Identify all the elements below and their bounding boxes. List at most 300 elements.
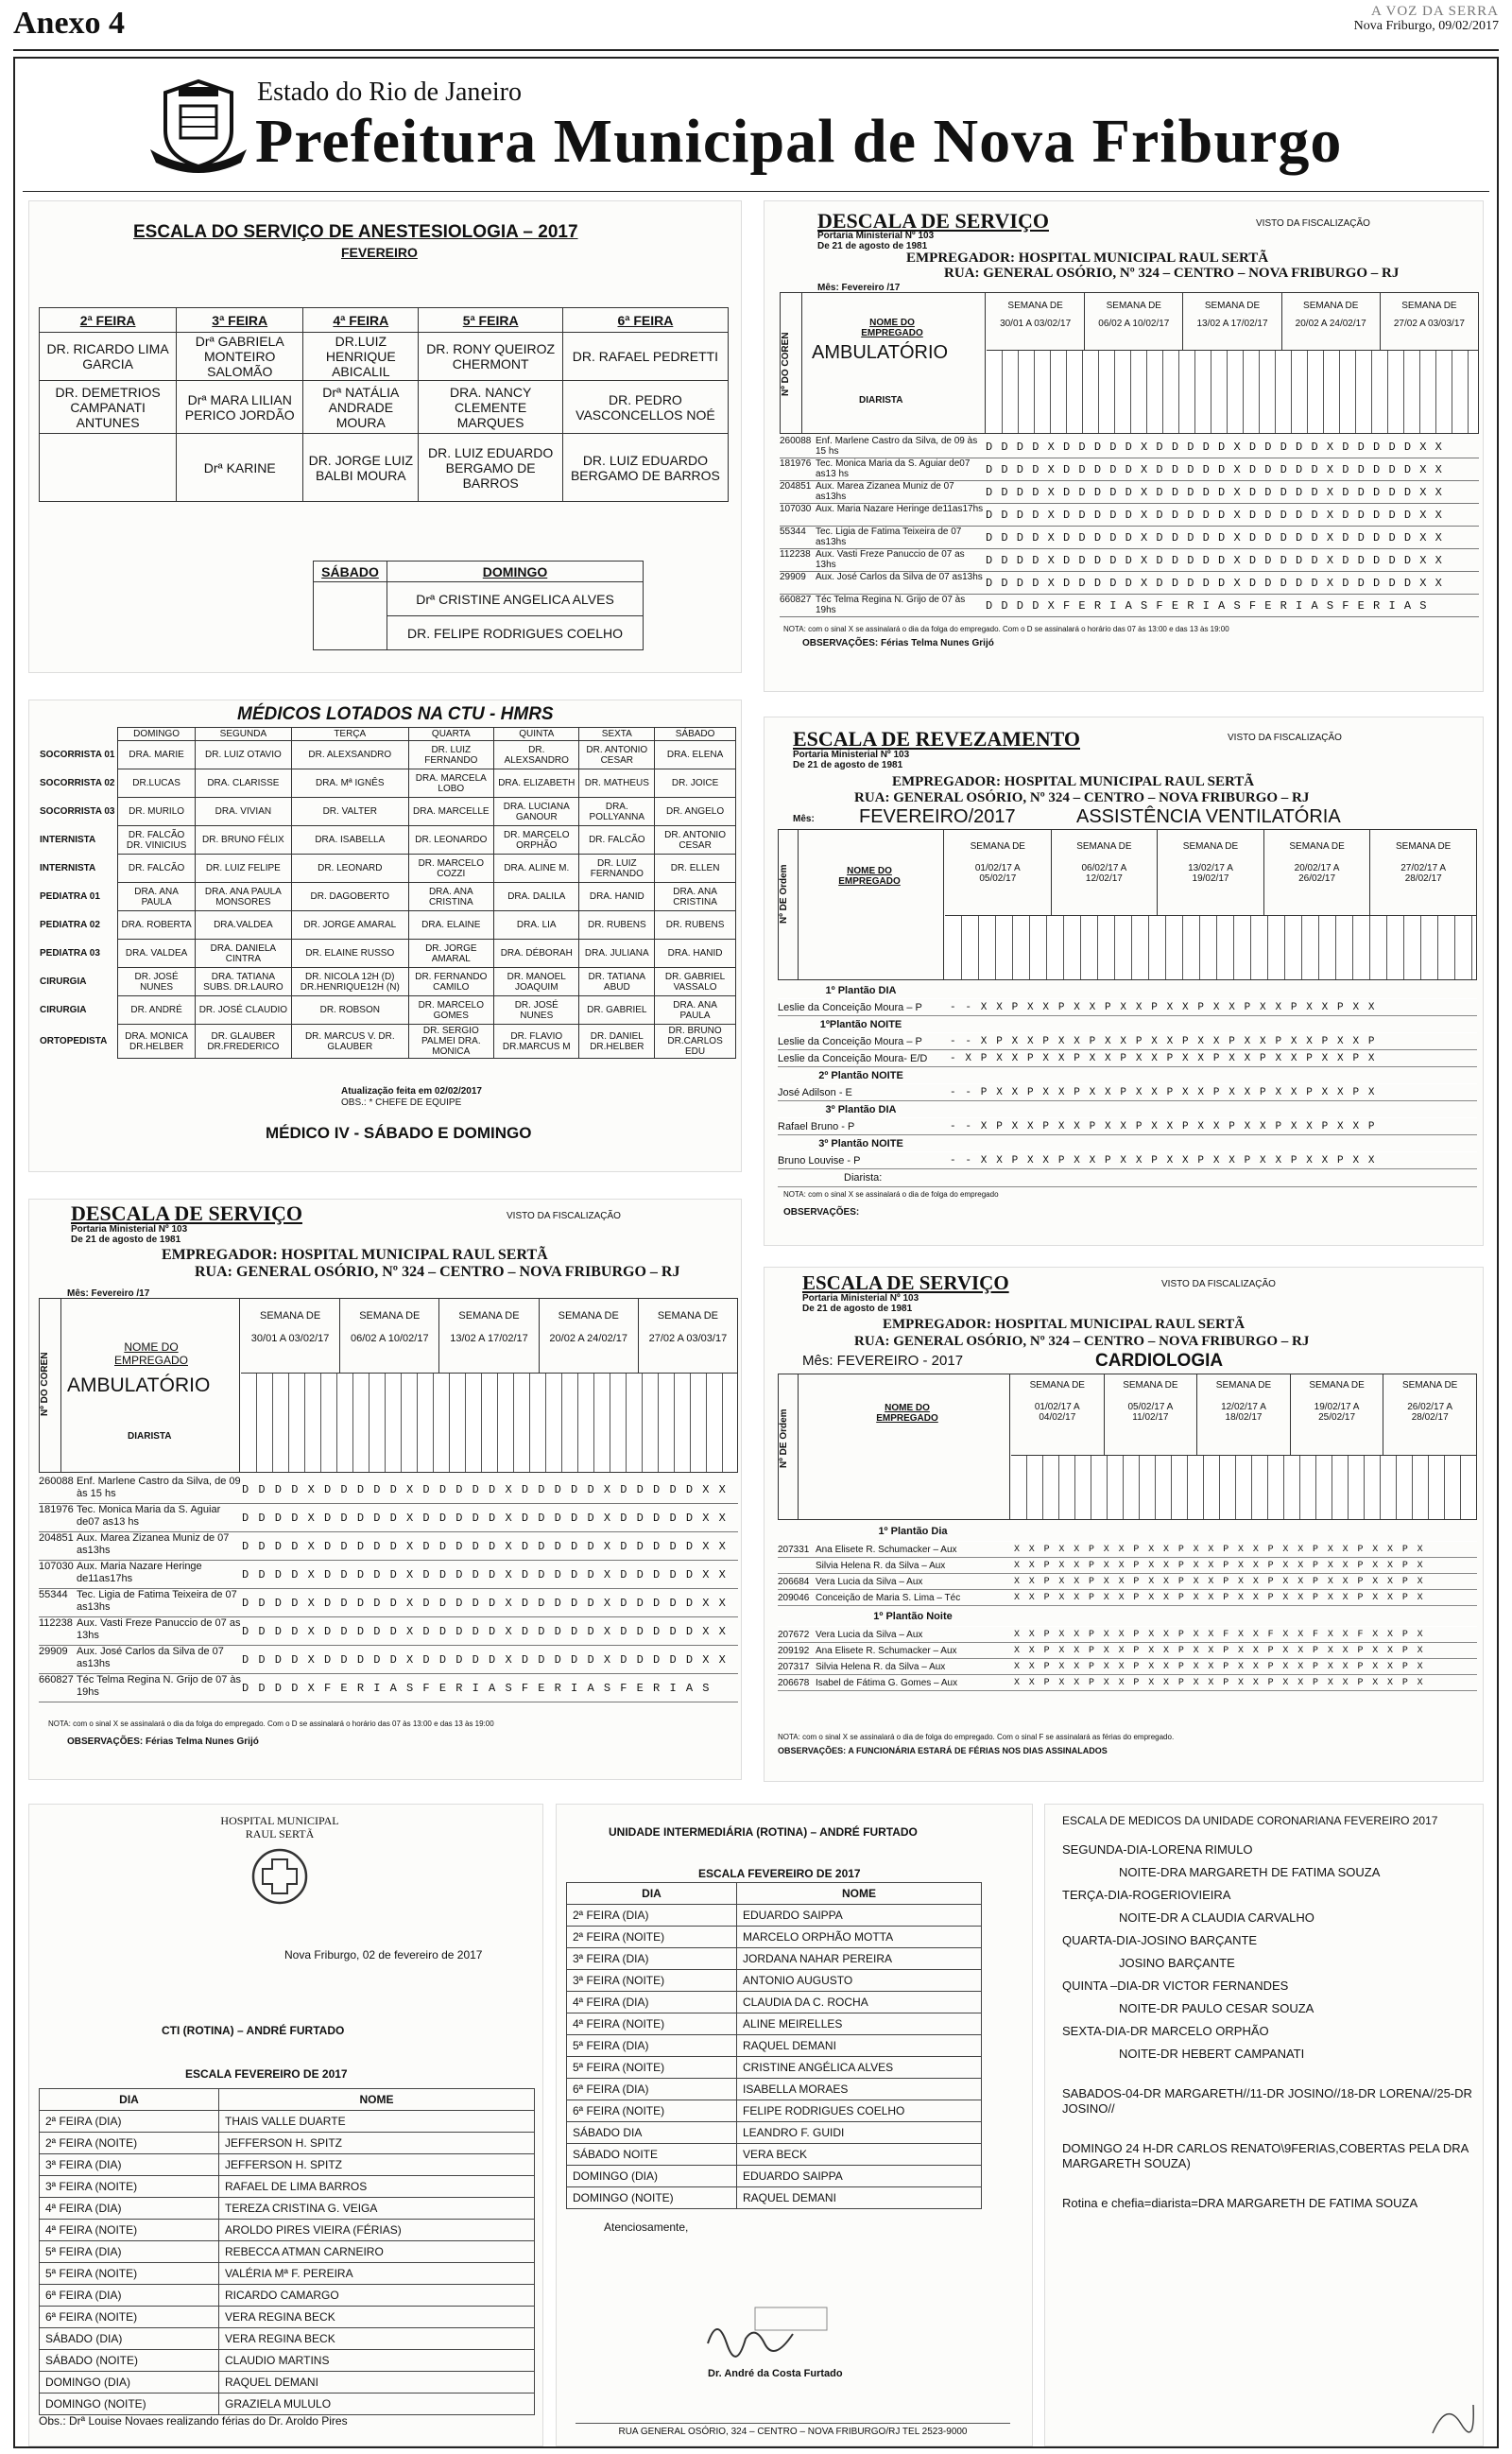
coren-number: 260088 xyxy=(780,436,812,446)
staff-name: Tec. Ligia de Fatima Teixeira de 07 as13hs xyxy=(816,527,962,547)
week-range: 19/02/17 A 25/02/17 xyxy=(1314,1402,1360,1423)
ventilatory-observations: OBSERVAÇÕES: xyxy=(783,1207,860,1218)
weekend-header: SÁBADO xyxy=(314,562,387,582)
ctu-doctor: DR. JORGE AMARAL xyxy=(292,911,408,940)
intermediate-unit-schedule xyxy=(556,1804,1033,2446)
ctu-doctor: DR. FALCÃO DR. VINICIUS xyxy=(118,826,195,855)
doctor-cell: DR. RONY QUEIROZ CHERMONT xyxy=(419,333,562,381)
schedule-row xyxy=(567,1905,982,1927)
schedule-marks: D D D D X D D D D D X D D D D D X D D D D D X D D D D D X X xyxy=(242,1597,728,1610)
ctu-role: SOCORRISTA 02 xyxy=(40,777,115,788)
ctu-row xyxy=(37,741,736,769)
ctu-doctor: DR. MARCELO GOMES xyxy=(408,996,494,1025)
sector-name: AMBULATÓRIO xyxy=(812,342,949,363)
week-label: SEMANA DE xyxy=(1215,1380,1272,1391)
staff-name: Vera Lucia da Silva – Aux xyxy=(816,1630,923,1640)
schedule-marks xyxy=(944,982,1477,998)
title-rule xyxy=(23,191,1489,192)
day-cell: 3ª FEIRA (DIA) xyxy=(40,2154,219,2176)
schedule-marks xyxy=(944,1067,1477,1083)
ui-footer: RUA GENERAL OSÓRIO, 324 – CENTRO – NOVA FRIBURGO/RJ TEL 2523-9000 xyxy=(576,2423,1010,2437)
ventilatory-schedule xyxy=(764,717,1484,1246)
order-number: 209192 xyxy=(778,1646,810,1656)
schedule-marks: D D D D X D D D D D X D D D D D X D D D D D X D D D D D X X xyxy=(242,1653,728,1667)
ctu-row xyxy=(37,968,736,996)
doctor-cell: DR.LUIZ HENRIQUE ABICALIL xyxy=(303,333,419,381)
ctu-doctor: DRA. ANA PAULA xyxy=(118,883,195,911)
ctu-doctors-schedule xyxy=(28,700,742,1172)
ctu-doctor: DRA. MARCELLE xyxy=(408,798,494,826)
doctor-cell: DR. JORGE LUIZ BALBI MOURA xyxy=(303,434,419,502)
ambulatory-portaria: Portaria Ministerial Nº 103 xyxy=(817,231,935,241)
doctor-cell: Drª CRISTINE ANGELICA ALVES xyxy=(387,582,644,616)
ctu-doctor: DR. FALCÃO xyxy=(579,826,655,855)
cti-title: CTI (ROTINA) – ANDRÉ FURTADO xyxy=(162,2024,345,2037)
schedule-marks: D D D D X D D D D D X D D D D D X D D D D D X D D D D D X X xyxy=(986,531,1443,544)
day-cell: 2ª FEIRA (DIA) xyxy=(40,2111,219,2133)
ctu-doctor: DRA. TATIANA SUBS. DR.LAURO xyxy=(195,968,291,996)
schedule-row xyxy=(567,2187,982,2209)
schedule-marks xyxy=(1010,1521,1477,1541)
staff-name: José Adilson - E xyxy=(778,1087,852,1098)
stamp-icon xyxy=(1428,2395,1475,2439)
week-label: SEMANA DE xyxy=(657,1310,718,1322)
doctor-cell: RAQUEL DEMANI xyxy=(219,2372,535,2394)
ctu-doctor: DRA. LUCIANA GANOUR xyxy=(494,798,579,826)
ctu-doctor: DR. MANOEL JOAQUIM xyxy=(494,968,579,996)
employer-line: EMPREGADOR: HOSPITAL MUNICIPAL RAUL SERTÃ xyxy=(892,774,1255,789)
week-range: 30/01 A 03/02/17 xyxy=(1000,319,1072,329)
day-cell: 5ª FEIRA (NOITE) xyxy=(40,2263,219,2285)
week-range: 06/02 A 10/02/17 xyxy=(1098,319,1170,329)
staff-name: Isabel de Fátima G. Gomes – Aux xyxy=(816,1678,958,1688)
ctu-doctor: DR. ANTONIO CESAR xyxy=(579,741,655,769)
ctu-doctor: DR.LUCAS xyxy=(118,769,195,798)
doctor-cell: RAQUEL DEMANI xyxy=(737,2187,982,2209)
week-label: SEMANA DE xyxy=(458,1310,520,1322)
doctor-cell: Drª KARINE xyxy=(177,434,303,502)
coronary-lines xyxy=(1062,1842,1478,2224)
doctor-cell: TEREZA CRISTINA G. VEIGA xyxy=(219,2198,535,2220)
newspaper-info xyxy=(1354,4,1499,34)
ctu-doctor: DRA. MARCELA LOBO xyxy=(408,769,494,798)
staff-name: Aux. José Carlos da Silva de 07 as13hs xyxy=(77,1646,224,1669)
name-header-cell xyxy=(60,1299,240,1472)
doctor-cell: Drª MARA LILIAN PERICO JORDÃO xyxy=(177,381,303,434)
ctu-doctor: DRA. VIVIAN xyxy=(195,798,291,826)
ctu-doctor: DR. ANDRÉ xyxy=(118,996,195,1025)
cardiology-schedule xyxy=(764,1267,1484,1782)
week-range: 01/02/17 A 04/02/17 xyxy=(1034,1402,1080,1423)
order-number xyxy=(778,1558,816,1573)
ctu-doctor: DR. ELLEN xyxy=(655,855,736,883)
cardiology-date: De 21 de agosto de 1981 xyxy=(802,1304,913,1314)
weekday-header: DOMINGO xyxy=(118,728,195,741)
day-cell: 6ª FEIRA (DIA) xyxy=(40,2285,219,2307)
staff-row xyxy=(778,1659,1477,1675)
coronary-line: QUARTA-DIA-JOSINO BARÇANTE xyxy=(1062,1933,1258,1947)
ctu-doctor: DRA. LIA xyxy=(494,911,579,940)
schedule-marks xyxy=(944,1101,1477,1117)
ctu-doctor: DR. DAGOBERTO xyxy=(292,883,408,911)
inspection-label: VISTO DA FISCALIZAÇÃO xyxy=(1228,733,1342,743)
doctor-cell: GRAZIELA MULULO xyxy=(219,2394,535,2415)
weekday-header: TERÇA xyxy=(292,728,408,741)
ctu-doctor: DR. LUIZ OTAVIO xyxy=(195,741,291,769)
employer-line: EMPREGADOR: HOSPITAL MUNICIPAL RAUL SERTÃ xyxy=(906,251,1269,266)
order-header: Nº DE Ordem xyxy=(779,1408,789,1469)
schedule-marks: D D D D X D D D D D X D D D D D X D D D D D X D D D D D X X xyxy=(986,554,1443,567)
week-range: 27/02/17 A 28/02/17 xyxy=(1400,863,1447,884)
week-label: SEMANA DE xyxy=(1182,841,1239,852)
week-range: 27/02 A 03/03/17 xyxy=(648,1333,728,1344)
name-header-cell xyxy=(798,1374,1010,1519)
staff-name: Aux. Vasti Freze Panuccio de 07 as 13hs xyxy=(816,549,965,570)
ctu-doctor: DR. GLAUBER DR.FREDERICO xyxy=(195,1025,291,1059)
week-label: SEMANA DE xyxy=(359,1310,421,1322)
doctor-cell: RAQUEL DEMANI xyxy=(737,2035,982,2057)
week-range: 27/02 A 03/03/17 xyxy=(1393,319,1465,329)
day-cell: 2ª FEIRA (NOITE) xyxy=(567,1927,737,1948)
ctu-doctor: DR. MARCELO COZZI xyxy=(408,855,494,883)
month-value: Mês: FEVEREIRO - 2017 xyxy=(802,1353,964,1369)
sector-name: ASSISTÊNCIA VENTILATÓRIA xyxy=(1076,806,1341,827)
doctor-cell: JEFFERSON H. SPITZ xyxy=(219,2133,535,2154)
ctu-updated: Atualização feita em 02/02/2017 xyxy=(341,1086,482,1097)
grid-header xyxy=(780,292,1479,434)
staff-row xyxy=(778,1033,1477,1050)
empty-cell xyxy=(37,728,118,741)
ctu-doctor: DR. FALCÃO xyxy=(118,855,195,883)
staff-name: Tec. Ligia de Fatima Teixeira de 07 as13hs xyxy=(77,1589,237,1613)
coren-number: 107030 xyxy=(39,1561,74,1572)
col-header: NOME xyxy=(737,1883,982,1905)
newspaper-name: A VOZ DA SERRA xyxy=(1371,4,1499,19)
ctu-doctor: DR. FERNANDO CAMILO xyxy=(408,968,494,996)
schedule-marks xyxy=(944,1135,1477,1151)
ctu-doctor: DR. DANIEL DR.HELBER xyxy=(579,1025,655,1059)
grid-header xyxy=(39,1298,738,1473)
inspection-label: VISTO DA FISCALIZAÇÃO xyxy=(1256,218,1370,229)
coren-number: 55344 xyxy=(39,1589,68,1600)
schedule-row xyxy=(567,2079,982,2100)
ctu-row xyxy=(37,911,736,940)
schedule-row xyxy=(567,2035,982,2057)
weekday-columns xyxy=(945,915,1476,979)
ctu-role: CIRURGIA xyxy=(40,1004,87,1015)
staff-name: Bruno Louvise - P xyxy=(778,1155,861,1167)
anesthesia-month: FEVEREIRO xyxy=(341,245,418,260)
day-cell: DOMINGO (NOITE) xyxy=(567,2187,737,2209)
cardiology-note: NOTA: com o sinal X se assinalará o dia de folga do empregado. Com o sinal F se assinalará as férias do empregado. xyxy=(778,1733,1175,1741)
schedule-marks: D D D D X D D D D D X D D D D D X D D D D D X D D D D D X X xyxy=(242,1568,728,1581)
week-label: SEMANA DE xyxy=(1076,841,1132,852)
coren-number: 204851 xyxy=(780,481,812,492)
cti-subtitle: ESCALA FEVEREIRO DE 2017 xyxy=(185,2067,348,2081)
header-rule xyxy=(13,49,1499,51)
ctu-doctor: DR. GABRIEL VASSALO xyxy=(655,968,736,996)
ctu-doctor: DR. MARCUS V. DR. GLAUBER xyxy=(292,1025,408,1059)
schedule-row xyxy=(567,1970,982,1992)
staff-name: Vera Lucia da Silva – Aux xyxy=(816,1577,923,1587)
ventilatory-rows xyxy=(778,982,1477,1187)
doctor-cell: AROLDO PIRES VIEIRA (FÉRIAS) xyxy=(219,2220,535,2241)
employer-line: EMPREGADOR: HOSPITAL MUNICIPAL RAUL SERTÃ xyxy=(883,1317,1246,1332)
staff-rows xyxy=(39,1476,738,1702)
doctor-cell: DR. LUIZ EDUARDO BERGAMO DE BARROS xyxy=(562,434,728,502)
ctu-doctor: DRA. ANA CRISTINA xyxy=(655,883,736,911)
day-cell: DOMINGO (NOITE) xyxy=(40,2394,219,2415)
doctor-cell: DR. FELIPE RODRIGUES COELHO xyxy=(387,616,644,650)
schedule-marks: D D D D X D D D D D X D D D D D X D D D D D X D D D D D X X xyxy=(986,509,1443,522)
schedule-marks: D D D D X F E R I A S F E R I A S F E R I A S F E R I A S xyxy=(242,1682,711,1695)
staff-row xyxy=(780,436,1479,458)
staff-row xyxy=(780,504,1479,527)
schedule-marks: - - X X P X X P X X P X X P X X P X X P X X P X X P X X xyxy=(950,1002,1377,1013)
ctu-doctor: DRA. MONICA DR.HELBER xyxy=(118,1025,195,1059)
coren-number: 112238 xyxy=(780,549,811,560)
doctor-cell: DRA. NANCY CLEMENTE MARQUES xyxy=(419,381,562,434)
shift-header xyxy=(778,1101,1477,1118)
doctor-cell: VALÉRIA Mª F. PEREIRA xyxy=(219,2263,535,2285)
ui-signer: Dr. André da Costa Furtado xyxy=(708,2368,843,2379)
ctu-doctor: DR. FLAVIO DR.MARCUS M xyxy=(494,1025,579,1059)
doctor-cell: CLAUDIA DA C. ROCHA xyxy=(737,1992,982,2013)
week-label: SEMANA DE xyxy=(558,1310,619,1322)
state-name: Estado do Rio de Janeiro xyxy=(257,78,522,107)
name-header: NOME DO EMPREGADO xyxy=(861,318,923,338)
employer-line: EMPREGADOR: HOSPITAL MUNICIPAL RAUL SERTÃ xyxy=(162,1247,548,1263)
order-header: Nº DE Ordem xyxy=(779,864,789,925)
schedule-row xyxy=(40,2111,535,2133)
coren-number: 181976 xyxy=(780,458,812,469)
schedule-row xyxy=(567,2144,982,2166)
schedule-row xyxy=(40,2133,535,2154)
staff-row xyxy=(39,1561,738,1589)
doctor-cell: EDUARDO SAIPPA xyxy=(737,2166,982,2187)
week-label: SEMANA DE xyxy=(1007,301,1063,311)
week-range: 01/02/17 A 05/02/17 xyxy=(974,863,1021,884)
ctu-doctor: DRA. ALINE M. xyxy=(494,855,579,883)
staff-row xyxy=(778,1542,1477,1558)
weekday-header: SEGUNDA xyxy=(195,728,291,741)
shift-header xyxy=(778,1521,1477,1542)
ctu-doctor: DRA.VALDEA xyxy=(195,911,291,940)
coronary-line: SABADOS-04-DR MARGARETH//11-DR JOSINO//18-DR LORENA//25-DR JOSINO// xyxy=(1062,2086,1472,2116)
ctu-doctor: DR. ALEXSANDRO xyxy=(494,741,579,769)
coronary-title: ESCALA DE MEDICOS DA UNIDADE CORONARIANA FEVEREIRO 2017 xyxy=(1062,1814,1438,1827)
ventilatory-note: NOTA: com o sinal X se assinalará o dia de folga do empregado xyxy=(783,1190,999,1199)
ctu-doctor: DR. BRUNO FÉLIX xyxy=(195,826,291,855)
ctu-doctor: DRA. JULIANA xyxy=(579,940,655,968)
coronary-line: NOITE-DRA MARGARETH DE FATIMA SOUZA xyxy=(1119,1865,1381,1879)
doctor-cell: DR. RICARDO LIMA GARCIA xyxy=(40,333,177,381)
shift-label: 1º Plantão Noite xyxy=(873,1611,953,1622)
signature-stamp-icon xyxy=(698,2306,831,2362)
staff-name: Leslie da Conceição Moura- E/D xyxy=(778,1053,928,1064)
doctor-cell: THAIS VALLE DUARTE xyxy=(219,2111,535,2133)
col-header: DIA xyxy=(40,2089,219,2111)
week-range: 12/02/17 A 18/02/17 xyxy=(1221,1402,1266,1423)
doctor-cell: FELIPE RODRIGUES COELHO xyxy=(737,2100,982,2122)
coronary-line: Rotina e chefia=diarista=DRA MARGARETH DE FATIMA SOUZA xyxy=(1062,2196,1418,2210)
staff-name: Enf. Marlene Castro da Silva, de 09 às 15 hs xyxy=(816,436,978,457)
week-label: SEMANA DE xyxy=(1204,301,1261,311)
ambulatory-title: DESCALA DE SERVIÇO xyxy=(817,209,1049,233)
ctu-doctor: DR. NICOLA 12H (D) DR.HENRIQUE12H (N) xyxy=(292,968,408,996)
street-line: RUA: GENERAL OSÓRIO, Nº 324 – CENTRO – NOVA FRIBURGO – RJ xyxy=(195,1264,680,1280)
ctu-doctor: DR. ANGELO xyxy=(655,798,736,826)
ctu-row xyxy=(37,940,736,968)
schedule-marks: - - P X X P X X P X X P X X P X X P X X P X X P X X P X xyxy=(950,1087,1377,1098)
ui-subtitle: ESCALA FEVEREIRO DE 2017 xyxy=(698,1867,861,1880)
week-label: SEMANA DE xyxy=(970,841,1025,852)
hospital-logo-text: HOSPITAL MUNICIPAL RAUL SERTÃ xyxy=(220,1814,339,1840)
staff-row xyxy=(39,1532,738,1561)
schedule-marks: X X P X X P X X P X X P X X P X X P X X P X X P X X P X xyxy=(1014,1545,1425,1555)
doctor-cell: CRISTINE ANGÉLICA ALVES xyxy=(737,2057,982,2079)
shift-header xyxy=(778,982,1477,999)
ambulatory-title: DESCALA DE SERVIÇO xyxy=(71,1201,302,1225)
week-label: SEMANA DE xyxy=(1123,1380,1178,1391)
week-label: SEMANA DE xyxy=(260,1310,321,1322)
schedule-marks: X X P X X P X X P X X P X X P X X P X X P X X P X X P X xyxy=(1014,1678,1425,1688)
schedule-marks: D D D D X D D D D D X D D D D D X D D D D D X D D D D D X X xyxy=(986,441,1443,454)
doctor-cell: DR. DEMETRIOS CAMPANATI ANTUNES xyxy=(40,381,177,434)
weekday-header: SÁBADO xyxy=(655,728,736,741)
day-cell: SÁBADO DIA xyxy=(567,2122,737,2144)
doctor-cell: Drª NATÁLIA ANDRADE MOURA xyxy=(303,381,419,434)
staff-row xyxy=(778,1118,1477,1135)
schedule-marks: D D D D X D D D D D X D D D D D X D D D D D X D D D D D X X xyxy=(986,577,1443,590)
schedule-row xyxy=(567,2122,982,2144)
ctu-row xyxy=(37,826,736,855)
anesthesia-schedule xyxy=(28,200,742,673)
ctu-doctor: DR. MURILO xyxy=(118,798,195,826)
ctu-doctor: DR. JORGE AMARAL xyxy=(408,940,494,968)
day-header: 5ª FEIRA xyxy=(419,308,562,333)
doctor-cell: DR. PEDRO VASCONCELLOS NOÉ xyxy=(562,381,728,434)
ctu-footer: MÉDICO IV - SÁBADO E DOMINGO xyxy=(266,1124,532,1142)
staff-row xyxy=(780,458,1479,481)
cardiology-portaria: Portaria Ministerial Nº 103 xyxy=(802,1293,919,1304)
staff-row xyxy=(778,1558,1477,1574)
schedule-row xyxy=(40,2241,535,2263)
day-cell: 5ª FEIRA (NOITE) xyxy=(567,2057,737,2079)
ctu-doctor: DRA. ELIZABETH xyxy=(494,769,579,798)
staff-name: Aux. Marea Zizanea Muniz de 07 as13hs xyxy=(816,481,954,502)
name-header: NOME DO EMPREGADO xyxy=(876,1403,938,1424)
ctu-doctor: DRA. MARIE xyxy=(118,741,195,769)
col-header: NOME xyxy=(219,2089,535,2111)
ctu-role: SOCORRISTA 03 xyxy=(40,805,115,817)
coren-number: 204851 xyxy=(39,1532,74,1544)
shift-header xyxy=(778,1135,1477,1152)
day-cell: 2ª FEIRA (NOITE) xyxy=(40,2133,219,2154)
staff-name: Tec. Monica Maria da S. Aguiar de07 as13 hs xyxy=(77,1504,221,1528)
week-range: 13/02 A 17/02/17 xyxy=(1196,319,1268,329)
weekday-header: QUINTA xyxy=(494,728,579,741)
coren-number: 107030 xyxy=(780,504,812,514)
ctu-row xyxy=(37,1025,736,1059)
ctu-doctor: DR. BRUNO DR.CARLOS EDU xyxy=(655,1025,736,1059)
ctu-doctor: DRA. ELAINE xyxy=(408,911,494,940)
city-crest-icon xyxy=(146,74,250,178)
ctu-row xyxy=(37,996,736,1025)
ambulatory-schedule-1 xyxy=(764,200,1484,692)
week-label: SEMANA DE xyxy=(1395,841,1452,852)
day-header: 3ª FEIRA xyxy=(177,308,303,333)
staff-row xyxy=(778,1050,1477,1067)
ctu-doctor: DR. VALTER xyxy=(292,798,408,826)
ctu-doctor: DRA. ELENA xyxy=(655,741,736,769)
doctor-cell: REBECCA ATMAN CARNEIRO xyxy=(219,2241,535,2263)
ctu-doctor: DR. SERGIO PALMEI DRA. MONICA xyxy=(408,1025,494,1059)
day-cell: 2ª FEIRA (DIA) xyxy=(567,1905,737,1927)
cti-schedule xyxy=(28,1804,543,2446)
weeks-row xyxy=(945,830,1476,915)
schedule-row xyxy=(40,2198,535,2220)
cti-table xyxy=(39,2088,535,2415)
weeks-row xyxy=(987,293,1478,350)
order-number: 207331 xyxy=(778,1545,810,1555)
staff-name: Aux. Maria Nazare Heringe de11as17hs xyxy=(816,504,984,514)
coronary-line: TERÇA-DIA-ROGERIOVIEIRA xyxy=(1062,1888,1231,1902)
shift-label: 3º Plantão DIA xyxy=(825,1104,897,1115)
schedule-marks: X X P X X P X X P X X P X X P X X P X X P X X P X X P X xyxy=(1014,1561,1425,1571)
schedule-row xyxy=(567,2057,982,2079)
weeks-row xyxy=(241,1299,737,1373)
schedule-marks xyxy=(1010,1606,1477,1626)
staff-name: Leslie da Conceição Moura – P xyxy=(778,1036,922,1047)
ctu-doctor: DRA. HANID xyxy=(655,940,736,968)
ctu-role: CIRURGIA xyxy=(40,976,87,987)
coren-number: 29909 xyxy=(39,1646,68,1657)
day-header: 4ª FEIRA xyxy=(303,308,419,333)
day-cell: 6ª FEIRA (NOITE) xyxy=(567,2100,737,2122)
ctu-doctor: DR. MARCELO ORPHÃO xyxy=(494,826,579,855)
street-line: RUA: GENERAL OSÓRIO, Nº 324 – CENTRO – NOVA FRIBURGO – RJ xyxy=(854,1334,1310,1349)
schedule-marks: X X P X X P X X P X X P X X P X X P X X P X X P X X P X xyxy=(1014,1646,1425,1656)
week-range: 20/02/17 A 26/02/17 xyxy=(1294,863,1340,884)
week-range: 13/02 A 17/02/17 xyxy=(450,1333,528,1344)
staff-name: Aux. José Carlos da Silva de 07 as13hs xyxy=(816,572,983,582)
doctor-cell: ISABELLA MORAES xyxy=(737,2079,982,2100)
coronary-line: QUINTA –DIA-DR VICTOR FERNANDES xyxy=(1062,1979,1289,1993)
coronary-line: NOITE-DR PAULO CESAR SOUZA xyxy=(1119,2001,1314,2015)
day-cell: 6ª FEIRA (NOITE) xyxy=(40,2307,219,2328)
week-label: SEMANA DE xyxy=(1289,841,1345,852)
schedule-observations: OBSERVAÇÕES: Férias Telma Nunes Grijó xyxy=(802,638,994,648)
weekday-columns xyxy=(987,350,1478,433)
schedule-row xyxy=(567,1927,982,1948)
week-range: 20/02 A 24/02/17 xyxy=(1295,319,1366,329)
week-range: 20/02 A 24/02/17 xyxy=(549,1333,627,1344)
ambulatory-date: De 21 de agosto de 1981 xyxy=(817,241,928,251)
order-number: 207317 xyxy=(778,1662,810,1672)
day-cell: 3ª FEIRA (NOITE) xyxy=(40,2176,219,2198)
ctu-doctor: DR. JOSÉ NUNES xyxy=(118,968,195,996)
grid-header xyxy=(778,1374,1477,1520)
month-label: Mês: xyxy=(793,814,815,824)
doctor-cell xyxy=(40,434,177,502)
coren-number: 29909 xyxy=(780,572,806,582)
ctu-row xyxy=(37,798,736,826)
schedule-row xyxy=(40,2176,535,2198)
month-line: Mês: Fevereiro /17 xyxy=(817,283,901,293)
schedule-row xyxy=(567,2100,982,2122)
week-label: SEMANA DE xyxy=(1401,1380,1458,1391)
